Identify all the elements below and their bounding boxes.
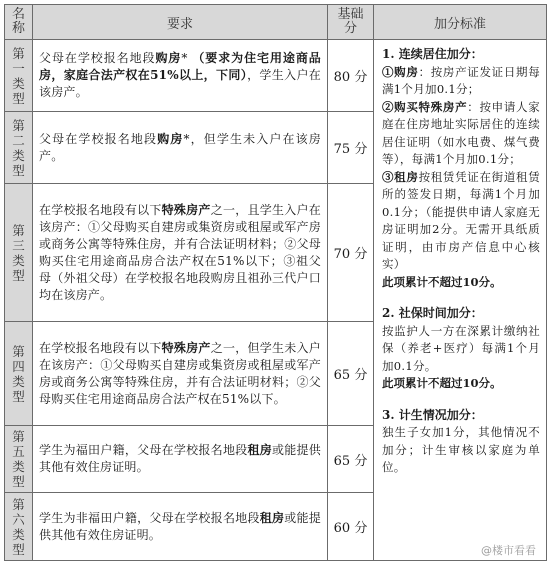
row-category (5, 322, 33, 426)
row-score: 70 分 (328, 184, 374, 322)
row-category-char: 五 (12, 444, 25, 459)
row-category (5, 112, 33, 184)
bonus-s1-item1 (382, 64, 540, 99)
row-category-char: 一 (12, 60, 25, 76)
row-category-char: 第 (12, 496, 25, 512)
row-category-char: 型 (12, 474, 25, 489)
row-score: 65 分 (328, 426, 374, 493)
bonus-s3-title: 3. 计生情况加分： (382, 407, 483, 422)
row-score: 65 分 (328, 322, 374, 426)
row-category-char: 四 (12, 358, 25, 374)
header-base-line2: 分 (343, 21, 357, 36)
row-category-char: 类 (12, 459, 25, 474)
row-category-char: 六 (12, 511, 25, 527)
header-bonus: 加分标准 (374, 5, 547, 40)
row-category-char: 型 (12, 541, 25, 557)
requirement-text: 或能提供其他有效住房证明。 (39, 510, 321, 542)
row-category-char: 第 (12, 343, 25, 359)
bonus-s1-cap: 此项累计不超过10分。 (382, 274, 502, 289)
row-category (5, 184, 33, 322)
row-score: 80 分 (328, 40, 374, 112)
row-category-char: 类 (12, 147, 25, 163)
bonus-s1-item1-text: ：按房产证发证日期每满1个月加0.1分； (382, 64, 541, 96)
header-category (5, 5, 33, 40)
bonus-s1-item2 (382, 99, 540, 169)
bonus-rules (374, 40, 547, 561)
requirement-text: * (181, 51, 193, 65)
bonus-s1-item3-label: ③租房 (382, 169, 419, 184)
bonus-s1-item2-text: ：按申请人家庭在住房地址实际居住的连续居住证明（如水电费、煤气费等），每满1个月加0.1分； (382, 99, 540, 166)
requirement-text: 或能提供其他有效住房证明。 (39, 443, 321, 474)
row-score: 60 分 (328, 493, 374, 561)
row-score: 75 分 (328, 112, 374, 184)
requirement-emphasis: 特殊房产 (161, 340, 211, 355)
requirement-emphasis: 租房 (247, 443, 272, 457)
header-row (5, 5, 547, 40)
row-requirement (33, 493, 328, 561)
watermark: @楼市看看 (481, 544, 536, 557)
requirement-emphasis: 租房 (259, 510, 285, 525)
bonus-s1-item1-label: ①购房 (382, 64, 419, 79)
row-requirement (33, 322, 328, 426)
row-category-char: 型 (12, 267, 25, 283)
bonus-s2-title: 2. 社保时间加分： (382, 306, 483, 320)
row-category (5, 40, 33, 112)
row-category (5, 426, 33, 493)
requirement-text: *，但学生未入户在该房产。 (39, 131, 321, 163)
requirement-emphasis: （要求为住宅用途商品房，家庭合法产权在51%以上，下同） (39, 51, 321, 82)
row-category-char: 型 (12, 388, 25, 404)
bonus-s2-cap: 此项累计不超过10分。 (382, 376, 502, 390)
header-category-line1: 名 (11, 7, 25, 22)
row-requirement (33, 40, 328, 112)
header-requirement: 要求 (33, 5, 328, 40)
row-category-char: 三 (12, 237, 25, 253)
requirement-text: 在学校报名地段有以下 (39, 202, 162, 217)
row-category-char: 类 (12, 252, 25, 268)
bonus-s1-item3 (382, 169, 540, 274)
row-category-char: 第 (12, 117, 25, 133)
requirement-emphasis: 购房 (155, 51, 182, 65)
bonus-s2-text: 按监护人一方在深累计缴纳社保（养老+医疗）每满1个月加0.1分。 (382, 323, 540, 373)
header-category-line2: 称 (11, 21, 25, 36)
row-category (5, 493, 33, 561)
requirement-text: 学生为福田户籍，父母在学校报名地段 (39, 443, 248, 457)
requirement-text: 之一，且学生入户在该房产：①父母购买自建房或集资房或租屋或军产房或商务公寓等特殊住房，并有合法证明材料；②父母购买住宅用途商品房合法产权在51%以下；③祖父母（外祖父母）在学校报名地段购房且祖孙三代户口均在该房产。 (39, 202, 321, 302)
row-requirement (33, 426, 328, 493)
requirement-text: 父母在学校报名地段 (39, 51, 156, 65)
requirement-emphasis: 购房 (157, 131, 184, 146)
row-category-char: 类 (12, 526, 25, 542)
requirement-text: 父母在学校报名地段 (39, 131, 158, 146)
row-category-char: 类 (12, 75, 25, 91)
header-base-score (328, 5, 374, 40)
bonus-s1-item3-text: 按租赁凭证在街道租赁所的签发日期，每满1个月加0.1分；（能提供申请人家庭无房证明加2分。无需开具纸质证明，由市房产信息中心核实） (382, 169, 541, 271)
row-category-char: 第 (12, 45, 25, 61)
row-category-char: 二 (12, 132, 25, 148)
row-category-char: 第 (12, 222, 25, 238)
row-requirement (33, 184, 328, 322)
requirement-text: ，学生入户在该房产。 (39, 68, 321, 99)
bonus-s3-text: 独生子女加1分，其他情况不加分；计生审核以家庭为单位。 (382, 425, 540, 474)
bonus-s1-title: 1. 连续居住加分： (382, 47, 483, 61)
row-category-char: 型 (12, 90, 25, 106)
row-category-char: 型 (12, 162, 25, 178)
table-row (5, 40, 547, 112)
requirement-emphasis: 特殊房产 (161, 202, 211, 217)
row-category-char: 类 (12, 373, 25, 389)
header-base-line1: 基础 (337, 7, 364, 22)
bonus-s1-item2-label: ②购买特殊房产 (382, 99, 468, 114)
requirement-text: 在学校报名地段有以下 (39, 340, 162, 355)
requirement-text: 之一，但学生未入户在该房产：①父母购买自建房或集资房或租屋或军产房或商务公寓等特殊住房，并有合法证明材料；②父母购买住宅用途商品房合法产权在51%以下。 (39, 340, 321, 406)
row-category-char: 第 (12, 429, 25, 444)
row-requirement (33, 112, 328, 184)
requirement-text: 学生为非福田户籍，父母在学校报名地段 (39, 510, 260, 525)
admission-scoring-table (4, 4, 547, 561)
